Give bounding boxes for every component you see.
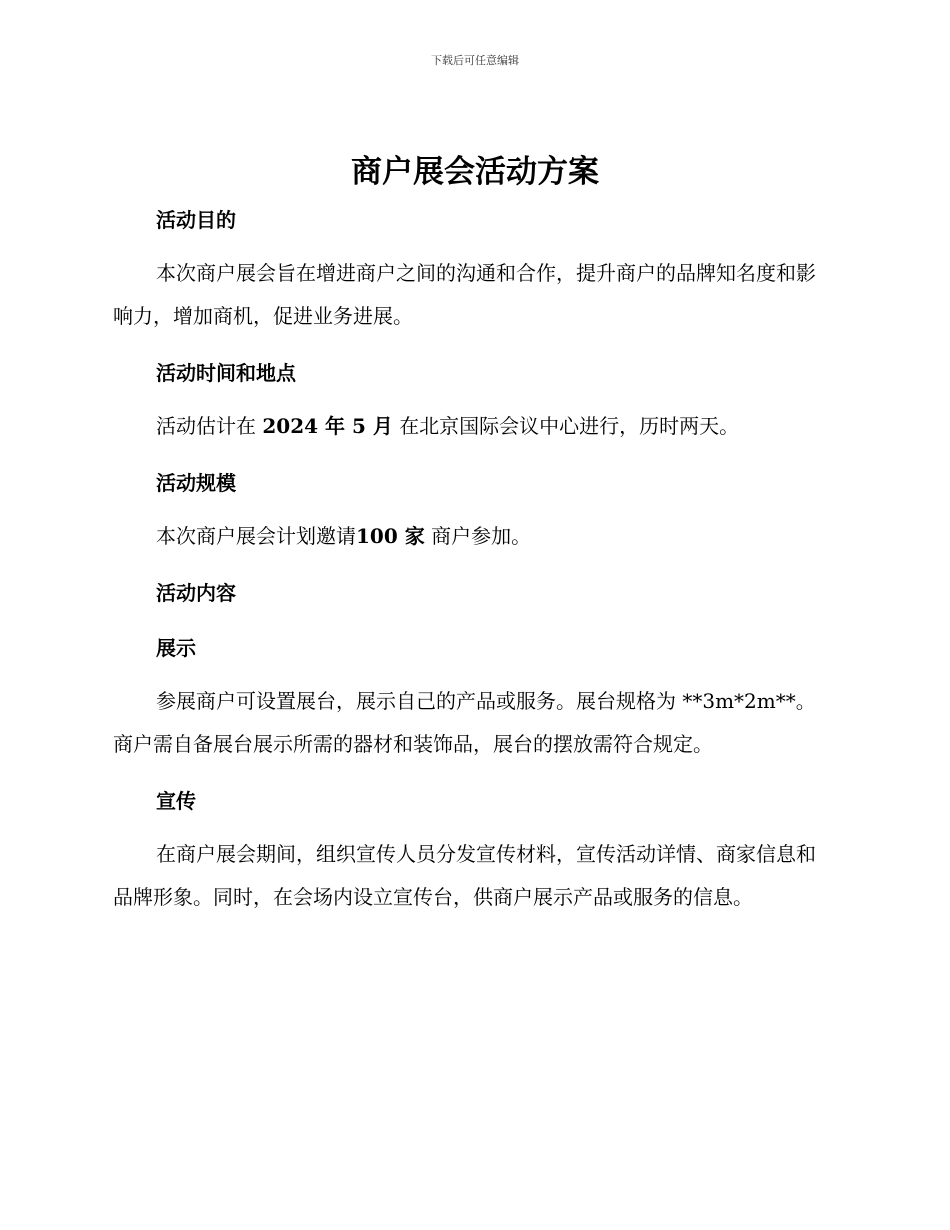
heading-time-place: 活动时间和地点 <box>156 361 296 385</box>
paragraph-purpose: 本次商户展会旨在增进商户之间的沟通和合作，提升商户的品牌知名度和影响力，增加商机，促进业务进展。 <box>113 261 816 328</box>
page-title: 商户展会活动方案 <box>351 154 599 190</box>
heading-promotion: 宣传 <box>156 789 196 813</box>
paragraph-exhibit: 参展商户可设置展台，展示自己的产品或服务。展台规格为 **3m*2m**。商户需自备展台展示所需的器材和装饰品，展台的摆放需符合规定。 <box>113 689 816 756</box>
paragraph-promotion: 在商户展会期间，组织宣传人员分发宣传材料，宣传活动详情、商家信息和品牌形象。同时，在会场内设立宣传台，供商户展示产品或服务的信息。 <box>113 842 816 909</box>
merchant-count: 100 家 <box>356 524 425 548</box>
scale-text-before: 本次商户展会计划邀请 <box>156 524 356 548</box>
document-body <box>113 200 835 919</box>
time-place-text-after: 在北京国际会议中心进行，历时两天。 <box>399 414 740 438</box>
heading-exhibit: 展示 <box>156 636 196 660</box>
paragraph-time-place <box>113 405 835 448</box>
heading-scale: 活动规模 <box>156 471 236 495</box>
time-place-text-before: 活动估计在 <box>156 414 256 438</box>
scale-text-after: 商户参加。 <box>431 524 532 548</box>
paragraph-scale <box>113 515 835 558</box>
heading-content: 活动内容 <box>156 581 236 605</box>
event-date: 2024 年 5 月 <box>262 414 393 438</box>
header-note: 下载后可任意编辑 <box>431 54 519 67</box>
heading-purpose: 活动目的 <box>156 208 236 232</box>
